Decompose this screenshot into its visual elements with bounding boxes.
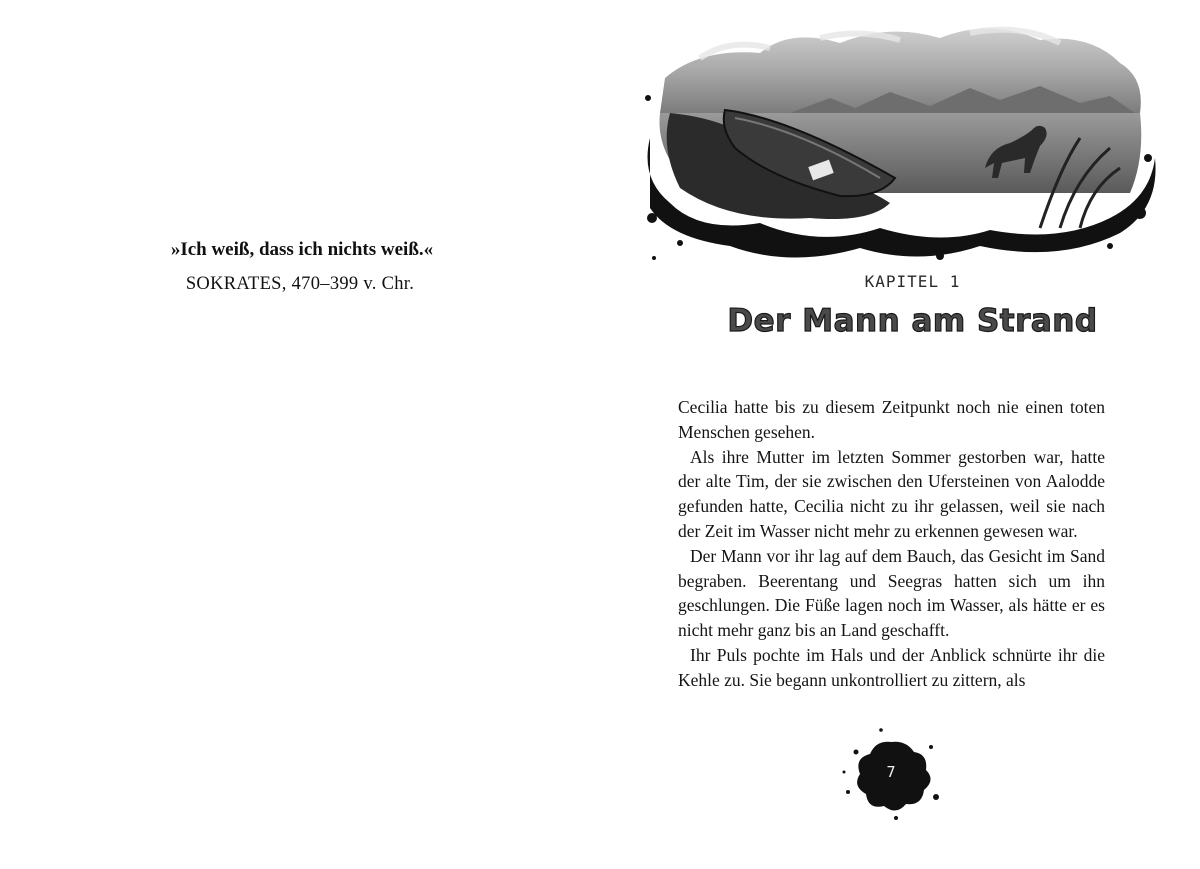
epigraph [0, 236, 600, 298]
chapter-label: KAPITEL 1 [864, 272, 961, 291]
chapter-title: Der Mann am Strand [727, 303, 1098, 339]
chapter-illustration [640, 18, 1165, 268]
paragraph: Als ihre Mutter im letzten Sommer gestorben war, hatte der alte Tim, der sie zwischen den Ufersteinen von Aalodde gefunden hatte, Cecilia nicht zu ihr gelassen, weil sie nach der Zeit im Wasser nicht mehr zu erkennen gewesen war. [678, 446, 1105, 541]
chapter-body [678, 395, 1105, 693]
page-number [836, 722, 946, 822]
paragraph: Der Mann vor ihr lag auf dem Bauch, das Gesicht im Sand begraben. Beerentang und Seegras hatten sich um ihn geschlungen. Die Füße lagen noch im Wasser, als hätte er es nicht mehr ganz bis an Land geschafft. [678, 545, 1105, 641]
page-number-text: 7 [886, 763, 896, 781]
epigraph-author: SOKRATES, 470–399 v. Chr. [185, 274, 415, 294]
paragraph: Ihr Puls pochte im Hals und der Anblick schnürte ihr die Kehle zu. Sie begann unkontrolliert zu zittern, als [678, 644, 1105, 690]
epigraph-quote: »Ich weiß, dass ich nichts weiß.« [170, 239, 434, 260]
paragraph: Cecilia hatte bis zu diesem Zeitpunkt noch nie einen toten Menschen gesehen. [678, 397, 1105, 442]
